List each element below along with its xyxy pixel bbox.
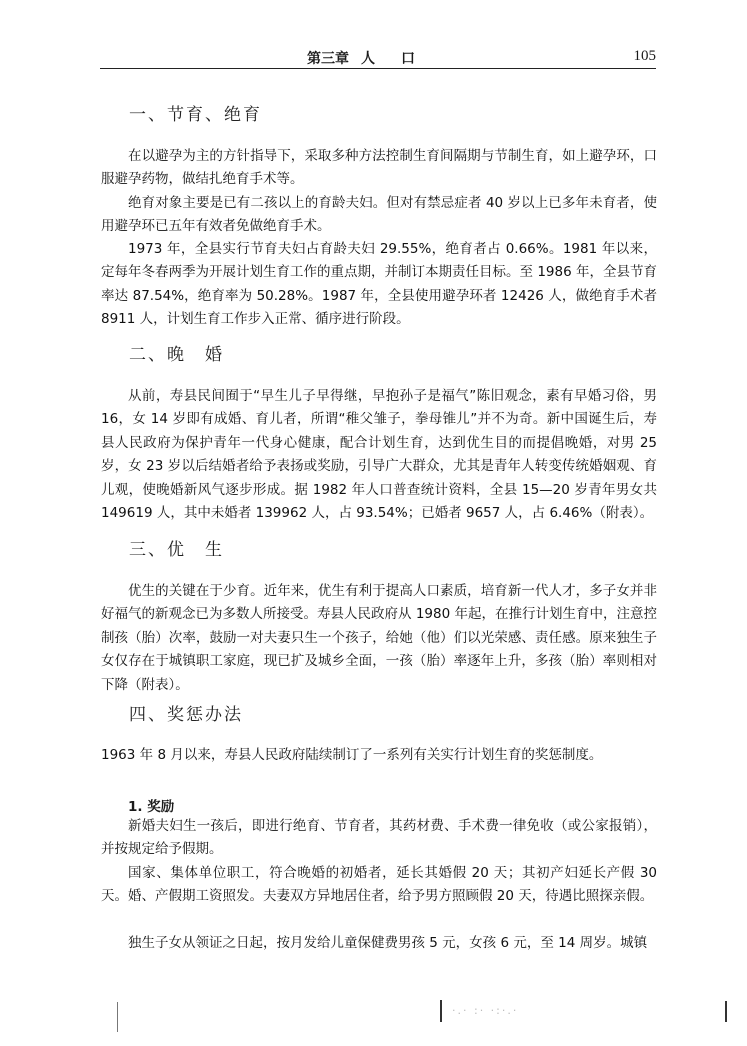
section-title-rewards-penalties: 四、奖惩办法 xyxy=(129,705,243,725)
paragraph: 1973 年，全县实行节育夫妇占育龄夫妇 29.55%，绝育者占 0.66%。1981 年以来，定每年冬春两季为开展计划生育工作的重点期，并制订本期责任目标。至 1986 年，全县节育率达 87.54%，绝育率为 50.28%。1987 年，全县使用避孕环者 12426 人，做绝育手术者 8911 人，计划生育工作步入正常、循序进行阶段。 xyxy=(101,241,657,328)
paragraph: 优生的关键在于少育。近年来，优生有利于提高人口素质，培育新一代人才，多子女并非好福气的新观念已为多数人所接受。寿县人民政府从 1980 年起，在推行计划生育中，注意控制孩（胎）次率，鼓励一对夫妻只生一个孩子，给她（他）们以光荣感、责任感。原来独生子女仅存在于城镇职工家庭，现已扩及城乡全面，一孩（胎）率逐年上升，多孩（胎）率则相对下降（附表）。 xyxy=(101,583,657,693)
scan-artifact-line xyxy=(440,1000,442,1022)
scan-artifact-line xyxy=(117,1002,118,1032)
paragraph: 独生子女从领证之日起，按月发给儿童保健费男孩 5 元，女孩 6 元，至 14 周岁。城镇 xyxy=(128,935,648,951)
section-title-late-marriage: 二、晚 婚 xyxy=(129,345,224,365)
section-title-eugenics: 三、优 生 xyxy=(129,540,224,560)
running-head-chapter xyxy=(307,48,415,68)
chapter-title-char-2: 口 xyxy=(401,51,415,67)
header-rule xyxy=(100,68,656,69)
scan-artifact-text: ·.· :· ·:·.· xyxy=(452,1004,519,1017)
paragraph-intro: 1963 年 8 月以来，寿县人民政府陆续制订了一系列有关实行计划生育的奖惩制度。 xyxy=(101,747,603,763)
page-header xyxy=(100,42,656,68)
paragraph: 从前，寿县民间囿于“早生儿子早得继，早抱孙子是福气”陈旧观念，素有早婚习俗，男 16，女 14 岁即有成婚、育儿者，所谓“稚父雏子，拳母锥儿”并不为奇。新中国诞生后，寿县人民政府为保护青年一代身心健康，配合计划生育，达到优生目的而提倡晚婚，对男 25 岁，女 23 岁以后结婚者给予表扬或奖励，引导广大群众，尤其是青年人转变传统婚姻观、育儿观，使晚婚新风气逐步形成。据 1982 年人口普查统计资料，全县 15—20 岁青年男女共 149619 人，其中未婚者 139962 人，占 93.54%；已婚者 9657 人，占 6.46%（附表）。 xyxy=(101,388,657,522)
paragraph: 绝育对象主要是已有二孩以上的育龄夫妇。但对有禁忌症者 40 岁以上已多年未育者，使用避孕环已五年有效者免做绝育手术。 xyxy=(101,195,657,235)
paragraph: 国家、集体单位职工，符合晚婚的初婚者，延长其婚假 20 天；其初产妇延长产假 30 天。婚、产假期工资照发。夫妻双方异地居住者，给予男方照顾假 20 天，待遇比照探亲假。 xyxy=(101,865,657,905)
scan-artifact-line xyxy=(725,1001,727,1022)
chapter-label: 第三章 xyxy=(307,51,349,67)
section-title-sterilization: 一、节育、绝育 xyxy=(129,105,262,125)
page-number: 105 xyxy=(633,48,656,64)
paragraph: 新婚夫妇生一孩后，即进行绝育、节育者，其药材费、手术费一律免收（或公家报销），并按规定给予假期。 xyxy=(101,818,657,858)
chapter-title-char-1: 人 xyxy=(361,51,375,67)
subsection-title-rewards: 1. 奖励 xyxy=(128,799,175,815)
paragraph: 在以避孕为主的方针指导下，采取多种方法控制生育间隔期与节制生育，如上避孕环，口服避孕药物，做结扎绝育手术等。 xyxy=(101,148,657,188)
